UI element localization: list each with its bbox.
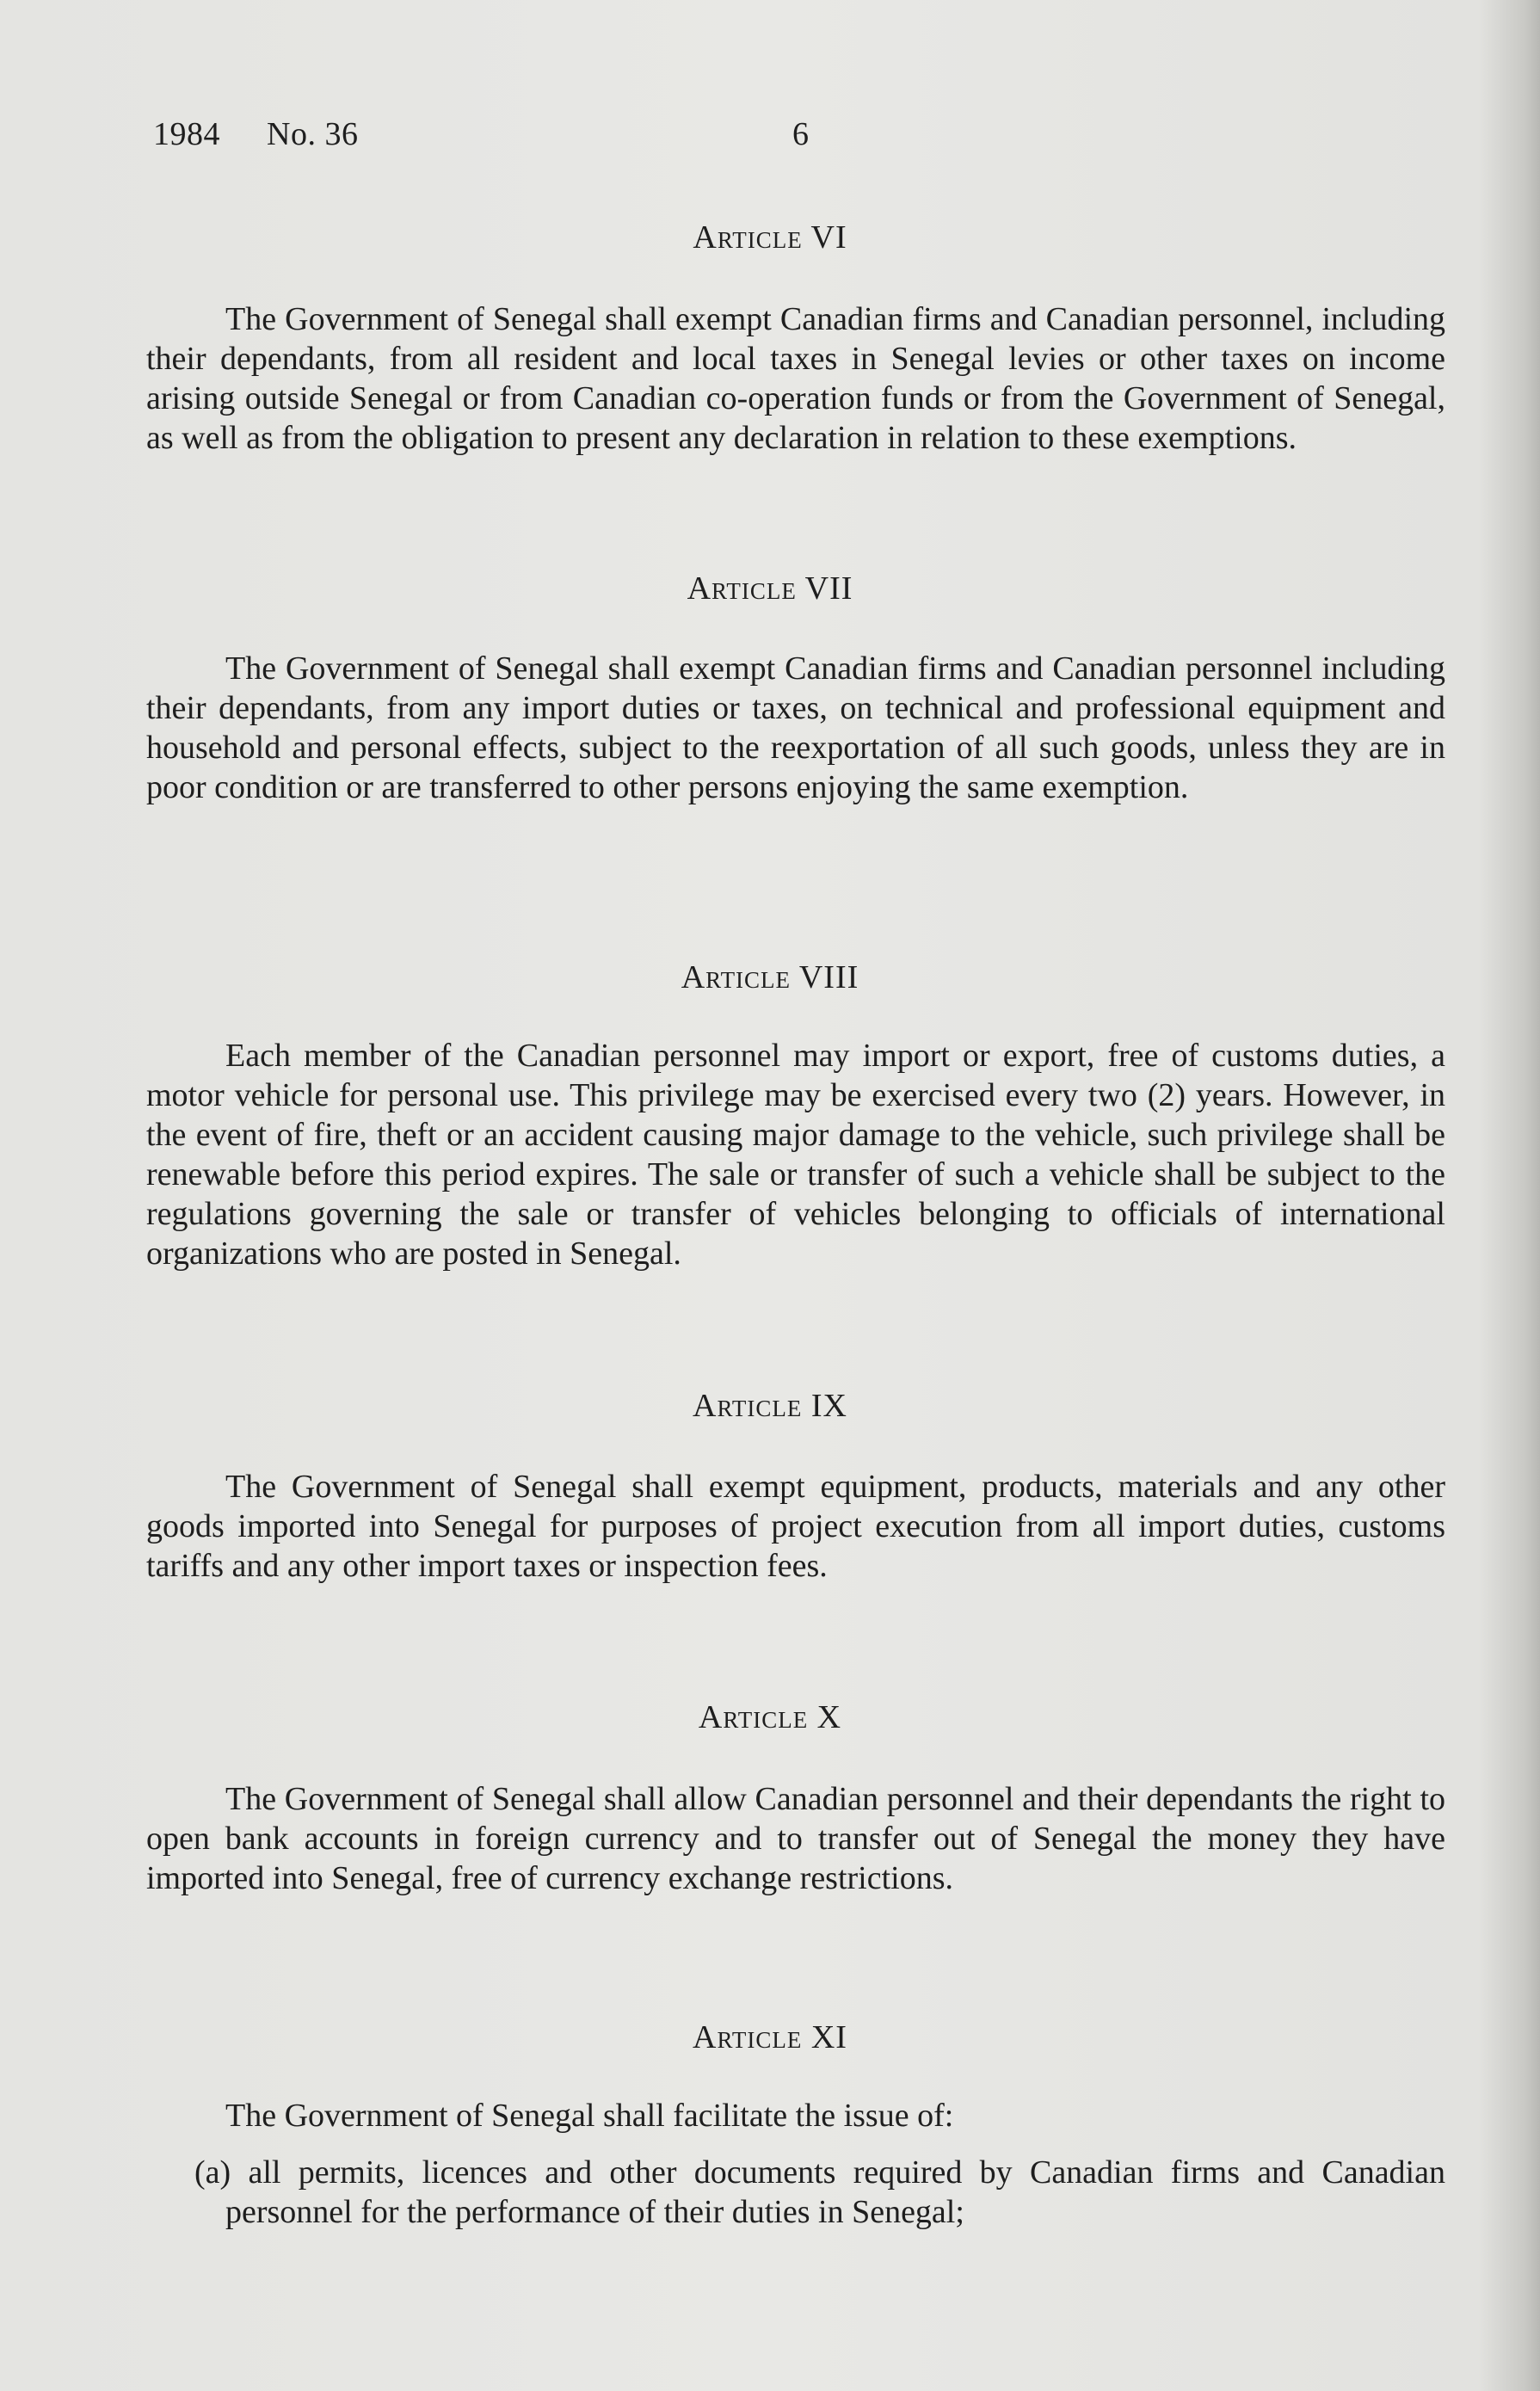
article-vi-title: Article VI: [693, 219, 847, 256]
article-viii-text: Each member of the Canadian personnel may import or export, free of customs duties, a motor vehicle for personal use. This privilege may be exercised every two (2) years. However, in the event of fire, theft or an accident causing major damage to the vehicle, such privilege shall be renewable before this period expires. The sale or transfer of such a vehicle shall be subject to the regulations governing the sale or transfer of vehicles belonging to officials of international organizations who are posted in Senegal.: [146, 1038, 1445, 1272]
running-head-number: No. 36: [267, 116, 359, 152]
article-viii-title: Article VIII: [681, 959, 859, 995]
article-xi-item-a: (a) all permits, licences and other documents required by Canadian firms and Canadian personnel for the performance of their duties in Senegal;: [194, 2154, 1445, 2230]
running-head-year: 1984: [153, 116, 220, 152]
article-vii-text: The Government of Senegal shall exempt Canadian firms and Canadian personnel including their dependants, from any import duties or taxes, on technical and professional equipment and household and personal effects, subject to the reexportation of all such goods, unless they are in poor condition or are transferred to other persons enjoying the same exemption.: [146, 650, 1445, 805]
article-xi-title: Article XI: [693, 2019, 847, 2055]
article-x-text: The Government of Senegal shall allow Canadian personnel and their dependants the right to open bank accounts in foreign currency and to transfer out of Senegal the money they have imported into Senegal, free of currency exchange restrictions.: [146, 1781, 1445, 1896]
article-x-title: Article X: [698, 1699, 842, 1735]
page-number: 6: [792, 116, 810, 152]
article-vii-title: Article VII: [687, 570, 853, 607]
article-ix-text: The Government of Senegal shall exempt equipment, products, materials and any other goods imported into Senegal for purposes of project execution from all import duties, customs tariffs and any other import taxes or inspection fees.: [146, 1469, 1445, 1584]
article-xi-text: The Government of Senegal shall facilitate the issue of:: [225, 2098, 954, 2134]
article-vi-text: The Government of Senegal shall exempt Canadian firms and Canadian personnel, including their dependants, from all resident and local taxes in Senegal levies or other taxes on income arising outside Senegal or from Canadian co-operation funds or from the Government of Senegal, as well as from the obligation to present any declaration in relation to these exemptions.: [146, 301, 1445, 456]
article-ix-title: Article IX: [693, 1388, 847, 1424]
